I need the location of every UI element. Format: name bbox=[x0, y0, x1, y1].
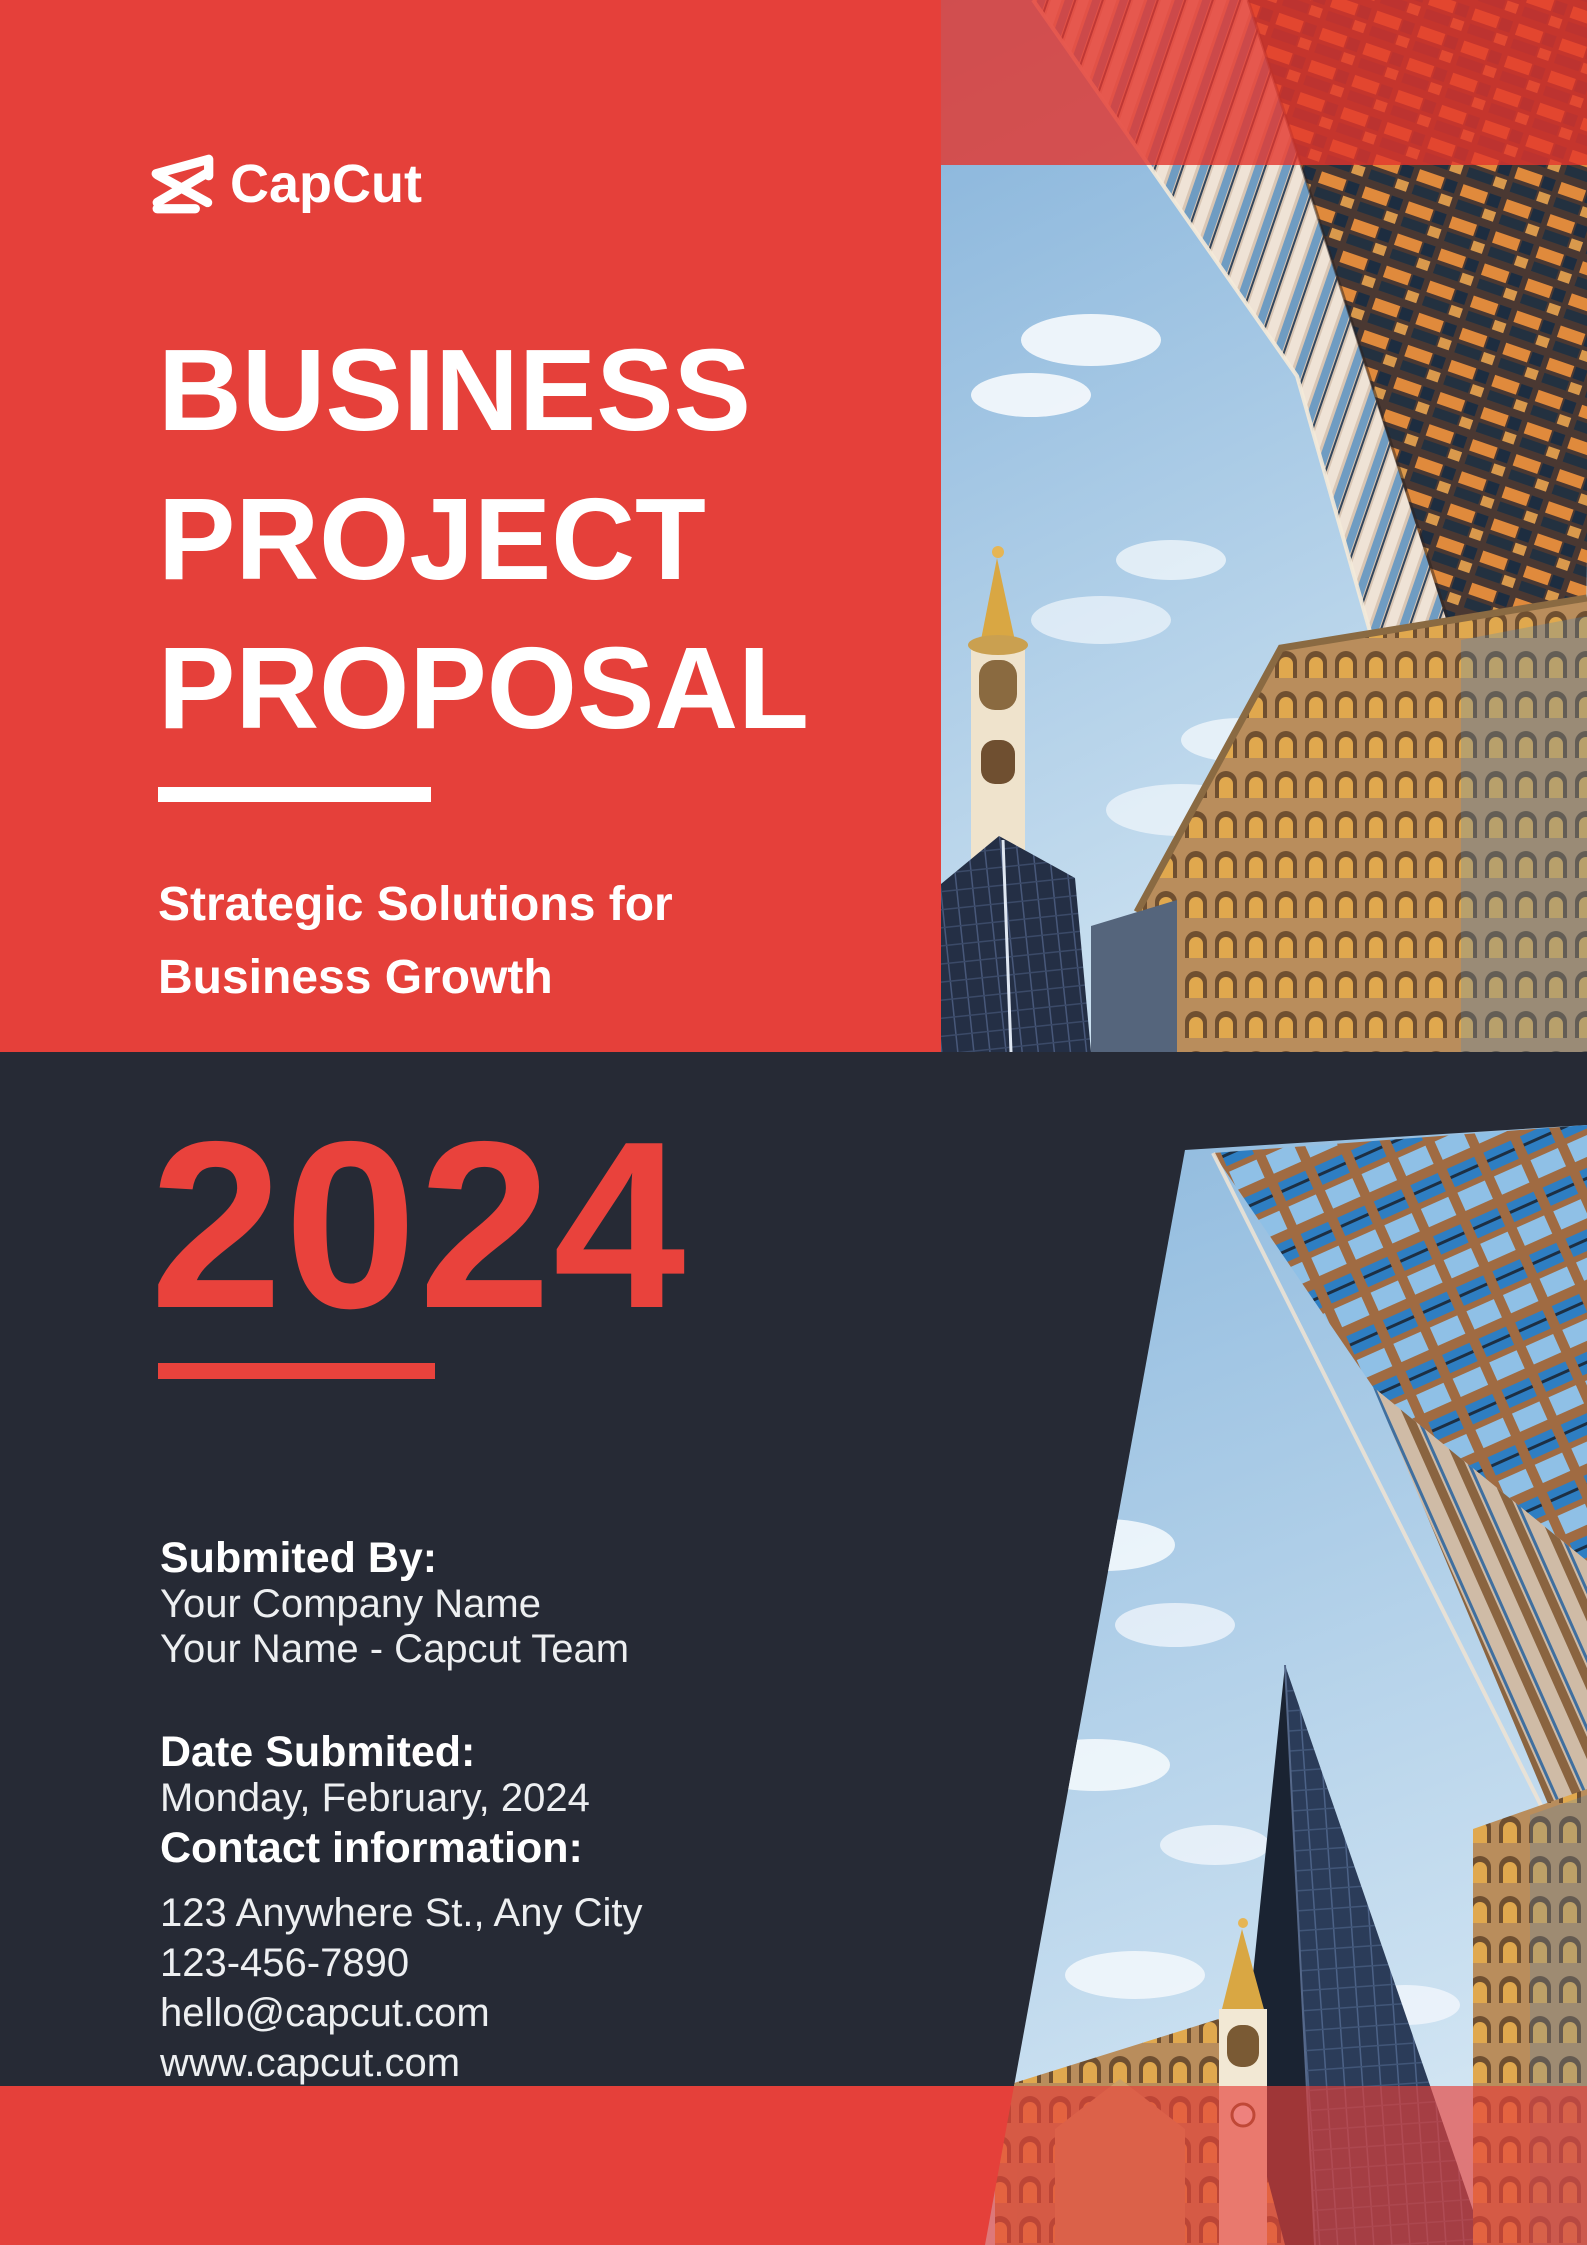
submitted-by-block bbox=[160, 1534, 629, 1672]
red-photo-overlay bbox=[941, 0, 1587, 165]
year-underline bbox=[158, 1363, 435, 1379]
title-line-2: PROJECT bbox=[158, 474, 706, 604]
subtitle-line-2: Business Growth bbox=[158, 951, 553, 1004]
date-submitted-label: Date Submited: bbox=[160, 1728, 476, 1776]
date-submitted-block bbox=[160, 1728, 590, 1821]
contact-email: hello@capcut.com bbox=[160, 1991, 490, 2035]
title-line-1: BUSINESS bbox=[158, 325, 752, 455]
contact-label: Contact information: bbox=[160, 1824, 583, 1872]
company-name: Your Company Name bbox=[160, 1582, 541, 1626]
date-submitted-value: Monday, February, 2024 bbox=[160, 1776, 590, 1820]
title-line-3: PROPOSAL bbox=[158, 623, 809, 753]
contact-address: 123 Anywhere St., Any City bbox=[160, 1891, 643, 1935]
submitted-by-label: Submited By: bbox=[160, 1534, 438, 1582]
contact-phone: 123-456-7890 bbox=[160, 1941, 410, 1985]
skyline-photo-bottom bbox=[985, 1125, 1587, 2245]
submitter-name: Your Name - Capcut Team bbox=[160, 1627, 630, 1671]
skyline-photo-top bbox=[941, 0, 1587, 1052]
subtitle-line-1: Strategic Solutions for bbox=[158, 878, 673, 931]
year-heading: 2024 bbox=[150, 1093, 688, 1358]
capcut-logo-icon bbox=[150, 150, 220, 218]
contact-block bbox=[160, 1824, 642, 2088]
contact-website: www.capcut.com bbox=[160, 2041, 461, 2085]
capcut-logo-text: CapCut bbox=[230, 154, 422, 214]
capcut-logo bbox=[150, 150, 422, 218]
page-title bbox=[158, 316, 809, 763]
subtitle bbox=[158, 868, 673, 1014]
title-underline bbox=[158, 787, 431, 802]
